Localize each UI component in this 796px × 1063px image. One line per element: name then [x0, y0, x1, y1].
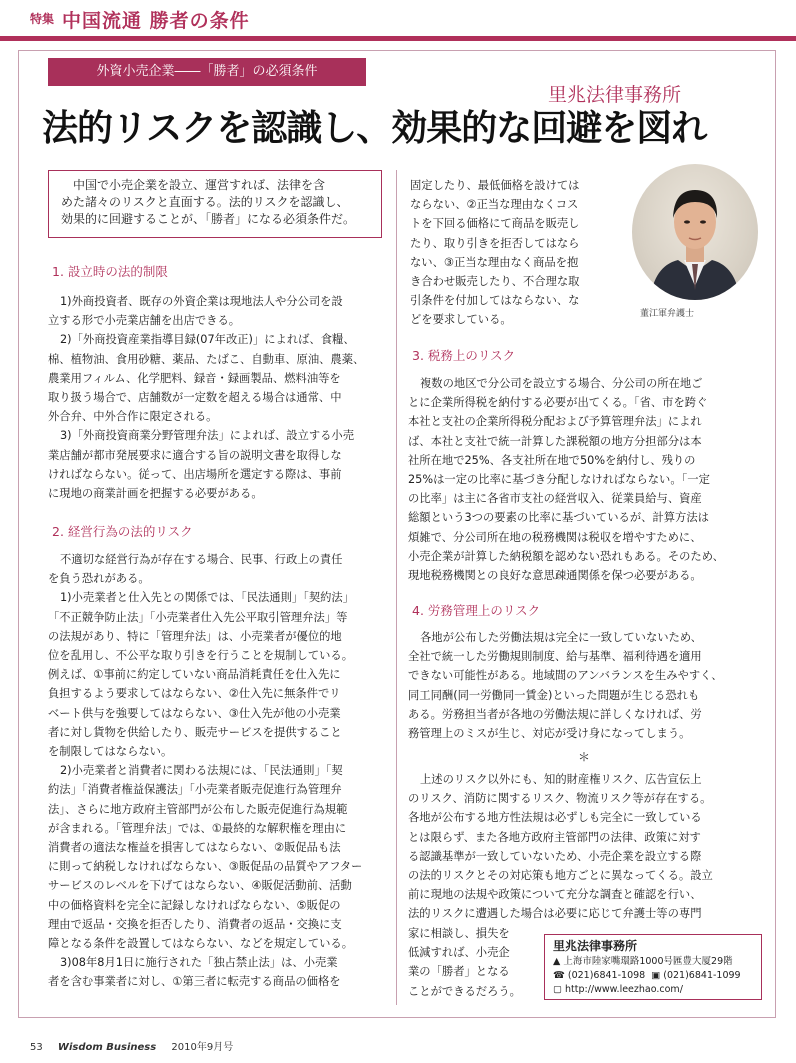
- closing-paragraph: 上述のリスク以外にも、知的財産権リスク、広告宣伝上 のリスク、消防に関するリスク、物流リスク等が存在する。 各地が公布する地方性法規は必ずしも完全に一致している とは限らず、また各地方政府主管部門の法律、政策に対す る認識基準が一致していないため、小売企業を設立する際 の法的リスクとその対応策も地方ごとに異なってくる。設立 前に現地の法規や政策について充分な調査と確認を行い、 法的リスクに遭遇した場合は必要に応じて弁護士等の専門: [408, 773, 713, 921]
- section-heading: 4. 労務管理上のリスク: [412, 603, 541, 618]
- phone-icon: ☎: [553, 970, 565, 981]
- building-icon: ▲: [553, 956, 561, 967]
- section-body-3: 複数の地区で分公司を設立する場合、分公司の所在地ご とに企業所得税を納付する必要が出てくる。「省、市を跨ぐ 本社と支社の企業所得税分配および予算管理弁法」によれ ば、本社と支社で統一計算した課税額の地方分担部分は本 社所在地で25%、各支社所在地で50%を納付し、残りの 25%は一定の比率に基づき分配しなければならない。「一定 の比率」は主に各省市支社の経営収入、従業員給与、資産 総額という3つの要素の比率に基づいているが、計算方法は 煩雑で、分公司所在地の税務機関は税収を増やすために、 小売企業が計算した納税額を認めない恐れもある。そのため、 現地税務機関との良好な意思疎通関係を保つ必要がある。: [408, 377, 724, 583]
- page-number: 53: [30, 1042, 43, 1053]
- section-body-1: 1)外商投資者、既存の外資企業は現地法人や分公司を設 立する形で小売業店舗を出店できる。 2)「外商投資産業指導目録(07年改正)」によれば、食糧、 棉、植物油、食用砂糖、薬品、たばこ、自動車、原油、農薬、 農業用フィルム、化学肥料、録音・録画製品、燃料油等を 取り扱う場合で、店舗数が一定数を超える場合は通常、中 外合弁、中外合作に限定される。 3)「外商投資商業分野管理弁法」によれば、設立する小売 業店舗が都市発展要求に適合する旨の説明文書を取得しな ければならない。従って、出店場所を選定する際は、事前 に現地の商業計画を把握する必要がある。: [48, 295, 365, 501]
- contact-url-row: [553, 983, 753, 997]
- portrait-illustration: [632, 164, 758, 300]
- header-rule: [0, 36, 796, 41]
- article-title: 法的リスクを認識し、効果的な回避を図れ: [42, 108, 707, 149]
- continued-text: 固定したり、最低価格を設けては ならない、②正当な理由なくコス トを下回る価格にて商品を販売し たり、取り引きを拒否してはなら ない、③正当な理由なく商品を抱 き合わせ販売したり、不合理な取 引条件を付加してはならない、な どを要求している。: [410, 179, 580, 327]
- feature-title: 中国流通 勝者の条件: [62, 10, 250, 32]
- contact-phone-row: ☎ (021)6841-1098 ▣ (021)6841-1099: [553, 970, 741, 981]
- section-heading: 1. 設立時の法的制限: [52, 264, 168, 279]
- contact-address-row: ▲ 上海市陸家嘴環路1000号匯豊大厦29階: [553, 956, 733, 967]
- lead-line: めた諸々のリスクと直面する。法的リスクを認識し、: [61, 195, 349, 209]
- web-icon: ▢: [553, 984, 562, 995]
- firm-contact-box: [544, 934, 762, 1000]
- section-body-4: 各地が公布した労働法規は完全に一致していないため、 全社で統一した労働規則制度、給与基準、福利待遇を適用 できない可能性がある。地域間のアンバランスを生みやすく、 同工同酬(同一労働同一賃金)といった問題が生じる恐れも ある。労務担当者が各地の労働法規に詳しくなければ、労 務管理上のミスが生じ、対応が受け身になってしまう。: [408, 631, 723, 741]
- photo-caption: 董江軍弁護士: [640, 309, 695, 319]
- firm-name: 里兆法律事務所: [548, 84, 682, 106]
- section-tag: 特集: [30, 12, 55, 26]
- section-heading: 3. 税務上のリスク: [412, 348, 516, 363]
- lead-box: [48, 170, 382, 238]
- lawyer-portrait-photo: [632, 164, 758, 300]
- magazine-name: Wisdom Business: [57, 1042, 157, 1053]
- page-footer: [30, 1038, 245, 1053]
- column-divider: [396, 170, 397, 1005]
- lead-line: 効果的に回避することが、「勝者」になる必須条件だ。: [61, 212, 356, 226]
- section-separator-asterisk: ＊: [578, 750, 591, 764]
- issue-date: 2010年9月号: [171, 1042, 234, 1053]
- closing-paragraph-end: 家に相談し、損失を 低減すれば、小売企 業の「勝者」となる ことができるだろう。: [408, 927, 521, 998]
- series-label: 外資小売企業――「勝者」の必須条件: [48, 58, 366, 86]
- lead-line: 中国で小売企業を設立、運営すれば、法律を含: [73, 178, 326, 192]
- firm-website-link[interactable]: http://www.leezhao.com/: [565, 984, 683, 995]
- section-heading: 2. 経営行為の法的リスク: [52, 524, 193, 539]
- contact-firm-name: 里兆法律事務所: [553, 939, 638, 953]
- fax-icon: ▣: [651, 970, 661, 981]
- section-body-2: 不適切な経営行為が存在する場合、民事、行政上の責任 を負う恐れがある。 1)小売業者と仕入先との関係では、「民法通則」「契約法」 「不正競争防止法」「小売業者仕入先公平取引管理弁法」等 の法規があり、特に「管理弁法」は、小売業者が優位的地 位を乱用し、不公平な取り引きを行うことを規制している。 例えば、①事前に約定していない商品消耗責任を仕入先に 負担するよう要求してはならない、②仕入先に無条件でリ ベート供与を強要してはならない、③仕入先が他の小売業 者に対し貨物を供給したり、販売サービスを提供すること を制限してはならない。 2)小売業者と消費者に関わる法規には、「民法通則」「契 約法」「消費者権益保護法」「小売業者販売促進行為管理弁 法」、さらに地方政府主管部門が公布した販売促進行為規範 が含まれる。「管理弁法」では、①最終的な解釈権を理由に 消費者の適法な権益を損害してはならない、②販促品も法 に則って納税しなければならない、③販促品の品質やアフター サービスのレベルを下げてはならない、④販促活動前、活動 中の価格資料を完全に記録しなければならない、⑤販促の 理由で返品・交換を拒否したり、消費者の返品・交換に支 障となる条件を設置してはならない、などを規定している。 3)08年8月1日に施行された「独占禁止法」は、小売業 者を含む事業者に対し、①第三者に転売する商品の価格を: [48, 553, 363, 989]
